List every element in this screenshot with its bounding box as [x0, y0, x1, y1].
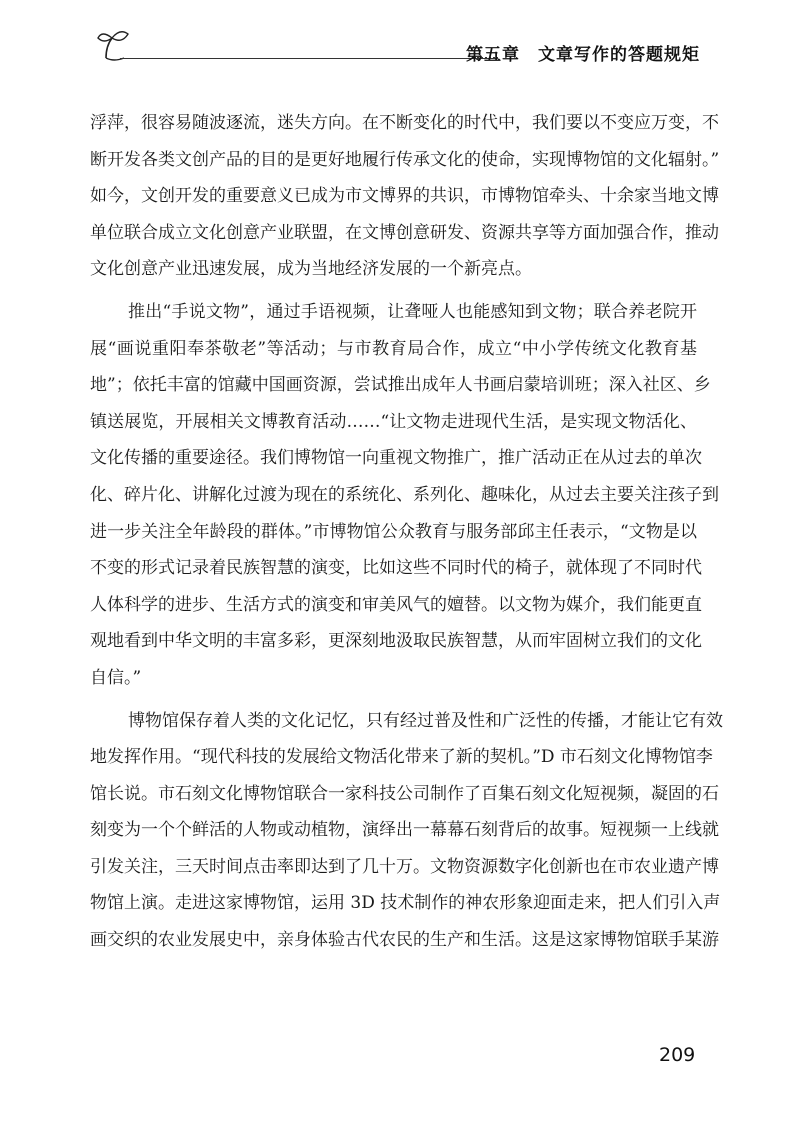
text-line: 不变的形式记录着民族智慧的演变，比如这些不同时代的椅子，就体现了不同时代 — [90, 558, 702, 579]
text-line: 地”；依托丰富的馆藏中国画资源，尝试推出成年人书画启蒙培训班；深入社区、乡 — [90, 375, 711, 396]
text-line: 物馆上演。走进这家博物馆，运用 3D 技术制作的神农形象迎面走来，把人们引入声 — [90, 893, 721, 914]
chapter-heading — [466, 40, 700, 65]
paragraph-2 — [90, 294, 719, 697]
text-line: 引发关注，三天时间点击率即达到了几十万。文物资源数字化创新也在市农业遗产博 — [90, 856, 719, 877]
text-line: 浮萍，很容易随波逐流，迷失方向。在不断变化的时代中，我们要以不变应万变，不 — [90, 113, 719, 133]
body-text — [90, 105, 723, 959]
text-line: 人体科学的进步、生活方式的演变和审美风气的嬗替。以文物为媒介，我们能更直 — [90, 594, 702, 615]
text-line: 如今，文创开发的重要意义已成为市文博界的共识，市博物馆牵头、十余家当地文博 — [90, 186, 719, 207]
text-line: 断开发各类文创产品的目的是更好地履行传承文化的使命，实现博物馆的文化辐射。” — [90, 149, 720, 170]
text-line: 地发挥作用。“现代科技的发展给文物活化带来了新的契机。”D 市石刻文化博物馆李 — [90, 747, 713, 768]
text-line: 化、碎片化、讲解化过渡为现在的系统化、系列化、趣味化，从过去主要关注孩子到 — [90, 484, 719, 505]
text-line: 文化传播的重要途径。我们博物馆一向重视文物推广，推广活动正在从过去的单次 — [90, 448, 702, 469]
text-line: 馆长说。市石刻文化博物馆联合一家科技公司制作了百集石刻文化短视频，凝固的石 — [90, 783, 719, 804]
text-line: 镇送展览，开展相关文博教育活动……“让文物走进现代生活，是实现文物活化、 — [90, 411, 697, 432]
text-line: 展“画说重阳奉茶敬老”等活动；与市教育局合作，成立“中小学传统文化教育基 — [90, 338, 697, 359]
text-line: 进一步关注全年龄段的群体。”市博物馆公众教育与服务部邱主任表示，“文物是以 — [90, 521, 697, 542]
header-rule — [120, 58, 496, 59]
text-line: 单位联合成立文化创意产业联盟，在文博创意研发、资源共享等方面加强合作，推动 — [90, 222, 719, 243]
page-number: 209 — [659, 1044, 696, 1066]
text-line: 自信。” — [90, 667, 142, 688]
text-line: 刻变为一个个鲜活的人物或动植物，演绎出一幕幕石刻背后的故事。短视频一上线就 — [90, 820, 719, 841]
paragraph-3 — [90, 703, 723, 959]
chapter-title: 文章写作的答题规矩 — [538, 45, 700, 65]
text-line: 推出“手说文物”，通过手语视频，让聋哑人也能感知到文物；联合养老院开 — [128, 301, 697, 322]
running-header — [94, 28, 700, 68]
paragraph-1 — [90, 105, 720, 288]
text-line: 文化创意产业迅速发展，成为当地经济发展的一个新亮点。 — [90, 259, 532, 280]
text-line: 观地看到中华文明的丰富多彩，更深刻地汲取民族智慧，从而牢固树立我们的文化 — [90, 631, 702, 652]
chapter-number: 第五章 — [466, 45, 520, 65]
text-line: 画交织的农业发展史中，亲身体验古代农民的生产和生活。这是这家博物馆联手某游 — [90, 930, 719, 951]
text-line: 博物馆保存着人类的文化记忆，只有经过普及性和广泛性的传播，才能让它有效 — [128, 710, 723, 731]
